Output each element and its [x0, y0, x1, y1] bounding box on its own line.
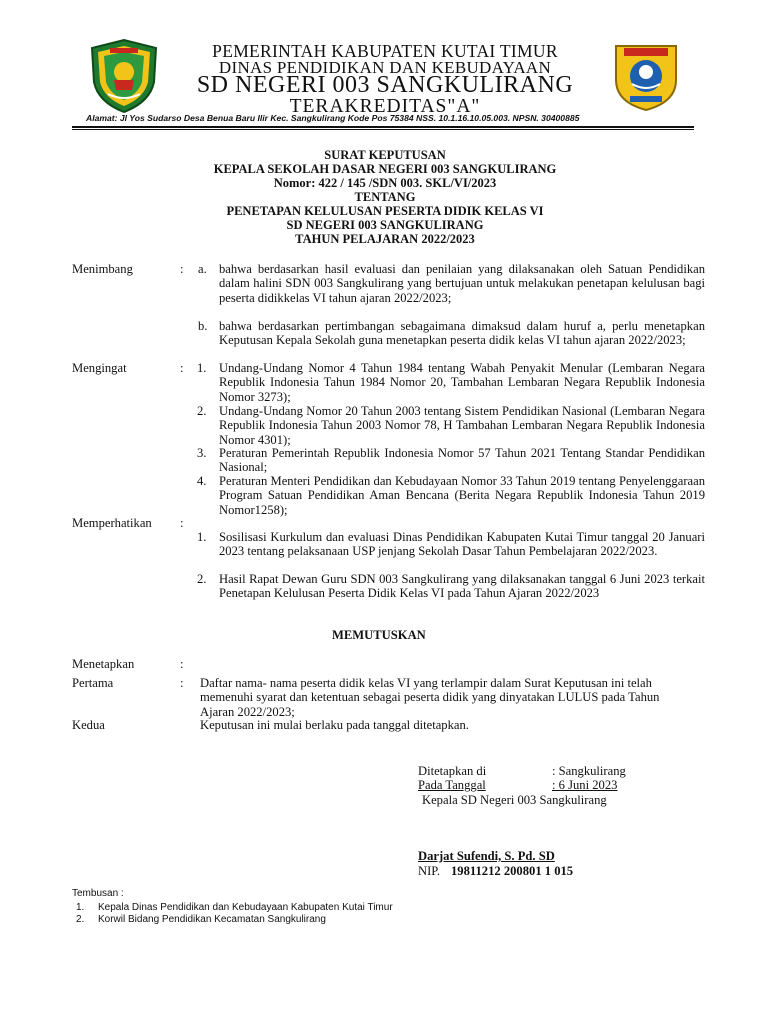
signature-place-label: Ditetapkan di — [418, 764, 487, 778]
letterhead-department: DINAS PENDIDIKAN DAN KEBUDAYAAN — [218, 58, 552, 77]
memperhatikan-item-1: Sosilisasi Kurkulum dan evaluasi Dinas Pendidikan Kabupaten Kutai Timur tanggal 20 Januari 2023 tentang pelaksanaan USP jenjang Sekolah Dasar Tahun Pembelajaran 2022/2023. — [219, 530, 705, 559]
mengingat-marker-4: 4. — [197, 474, 207, 488]
letterhead-accreditation: TERAKREDITAS"A" — [289, 96, 481, 117]
title-school: SD NEGERI 003 SANGKULIRANG — [286, 218, 484, 232]
menimbang-item-a: bahwa berdasarkan hasil evaluasi dan penilaian yang dilaksanakan oleh Satuan Pendidikan dalam halini SDN 003 Sangkulirang yang bertujuan untuk melakukan penetapan kelulusan bagi peserta didikkelas VI tahun ajaran 2022/2023; — [219, 262, 705, 305]
letterhead-divider-thin — [72, 129, 694, 130]
tembusan-label: Tembusan : — [72, 888, 124, 899]
mengingat-item-2: Undang-Undang Nomor 20 Tahun 2003 tentang Sistem Pendidikan Nasional (Lembaran Negara Republik Indonesia Tahun 2003 Nomor 78, H Tambahan Lembaran Negara Republik Indonesia Nomor 4301); — [219, 404, 705, 447]
tembusan-item-2: Korwil Bidang Pendidikan Kecamatan Sangkulirang — [98, 914, 326, 925]
letterhead-address: Alamat: Jl Yos Sudarso Desa Benua Baru Ilir Kec. Sangkulirang Kode Pos 75384 NSS. 10.1.16.10.05.003. NPSN. 30400885 — [86, 113, 580, 123]
mengingat-marker-2: 2. — [197, 404, 207, 418]
title-issuer: KEPALA SEKOLAH DASAR NEGERI 003 SANGKULIRANG — [213, 162, 557, 176]
title-year: TAHUN PELAJARAN 2022/2023 — [295, 232, 475, 246]
mengingat-item-3: Peraturan Pemerintah Republik Indonesia Nomor 57 Tahun 2021 Tentang Standar Pendidikan Nasional; — [219, 446, 705, 475]
memperhatikan-label: Memperhatikan — [72, 516, 152, 530]
title-surat-keputusan: SURAT KEPUTUSAN — [324, 148, 446, 162]
pertama-text: Daftar nama- nama peserta didik kelas VI yang terlampir dalam Surat Keputusan ini telah memenuhi syarat dan ketentuan sebagai peserta didik yang dinyatakan LULUS pada Tahun Ajaran 2022/2023; — [200, 676, 660, 719]
letterhead-school-name: SD NEGERI 003 SANGKULIRANG — [196, 72, 574, 98]
title-tentang: TENTANG — [354, 190, 416, 204]
signature-nip-label: NIP. — [418, 864, 441, 878]
title-subject: PENETAPAN KELULUSAN PESERTA DIDIK KELAS VI — [226, 204, 544, 218]
mengingat-marker-1: 1. — [197, 361, 207, 375]
signature-nip-value: 19811212 200801 1 015 — [451, 864, 574, 878]
menimbang-marker-b: b. — [198, 319, 208, 333]
memperhatikan-item-2: Hasil Rapat Dewan Guru SDN 003 Sangkulirang yang dilaksanakan tanggal 6 Juni 2023 terkait Penetapan Kelulusan Peserta Didik Kelas VI pada Tahun Ajaran 2022/2023 — [219, 572, 705, 601]
mengingat-label: Mengingat — [72, 361, 127, 375]
signature-position: Kepala SD Negeri 003 Sangkulirang — [422, 793, 607, 807]
tembusan-marker-2: 2. — [76, 914, 85, 925]
mengingat-marker-3: 3. — [197, 446, 207, 460]
memperhatikan-marker-2: 2. — [197, 572, 207, 586]
letterhead-divider — [72, 126, 694, 128]
kedua-text: Keputusan ini mulai berlaku pada tanggal ditetapkan. — [200, 718, 469, 732]
mengingat-item-1: Undang-Undang Nomor 4 Tahun 1984 tentang Wabah Penyakit Menular (Lembaran Negara Republik Indonesia Tahun 1984 Nomor 20, Tambahan Lembaran Negara Republik Indonesia Nomor 3273); — [219, 361, 705, 404]
menimbang-colon: : — [180, 262, 184, 276]
pertama-colon: : — [180, 676, 184, 690]
kedua-label: Kedua — [72, 718, 105, 732]
signature-name: Darjat Sufendi, S. Pd. SD — [418, 849, 555, 863]
menimbang-marker-a: a. — [198, 262, 207, 276]
memutuskan-heading: MEMUTUSKAN — [332, 628, 426, 642]
tembusan-marker-1: 1. — [76, 902, 85, 913]
menimbang-label: Menimbang — [72, 262, 133, 276]
menimbang-item-b: bahwa berdasarkan pertimbangan sebagaimana dimaksud dalam huruf a, perlu menetapkan Keputusan Kepala Sekolah guna menetapkan peserta didik kelas VI tahun ajaran 2022/2023; — [219, 319, 705, 348]
mengingat-item-4: Peraturan Menteri Pendidikan dan Kebudayaan Nomor 33 Tahun 2019 tentang Penyelenggaraan Program Satuan Pendidikan Aman Bencana (Berita Negara Republik Indonesia Tahun 2019 Nomor1258); — [219, 474, 705, 517]
signature-date-label: Pada Tanggal — [418, 778, 486, 792]
menetapkan-label: Menetapkan — [72, 657, 135, 671]
school-badge-emblem-icon — [610, 40, 682, 112]
signature-place-value: : Sangkulirang — [552, 764, 626, 778]
tembusan-item-1: Kepala Dinas Pendidikan dan Kebudayaan Kabupaten Kutai Timur — [98, 902, 393, 913]
pertama-label: Pertama — [72, 676, 114, 690]
menetapkan-colon: : — [180, 657, 184, 671]
memperhatikan-marker-1: 1. — [197, 530, 207, 544]
memperhatikan-colon: : — [180, 516, 184, 530]
mengingat-colon: : — [180, 361, 184, 375]
title-number: Nomor: 422 / 145 /SDN 003. SKL/VI/2023 — [273, 176, 497, 190]
signature-date-value: : 6 Juni 2023 — [552, 778, 618, 792]
letterhead-government: PEMERINTAH KABUPATEN KUTAI TIMUR — [212, 41, 558, 61]
